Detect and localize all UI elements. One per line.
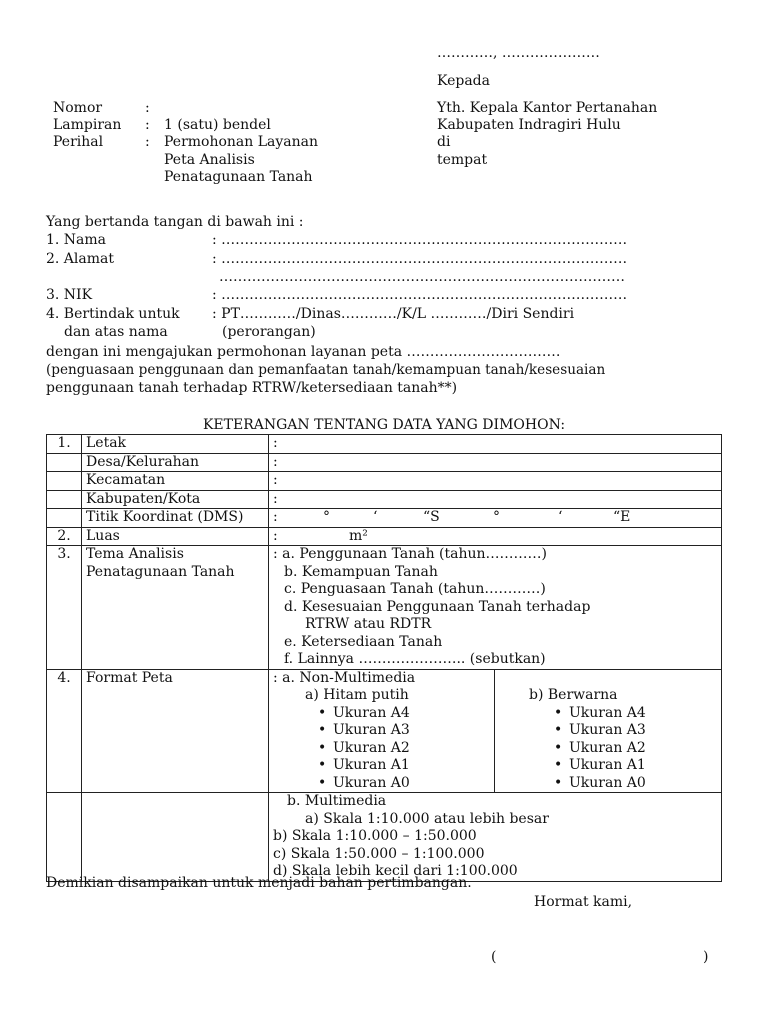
tema-label-1: Tema Analisis: [86, 546, 184, 562]
format-label: Format Peta: [82, 669, 269, 793]
table-row: [47, 435, 722, 454]
luas-unit: m²: [349, 527, 368, 544]
multimedia-option-d: d) Skala lebih kecil dari 1:100.000: [273, 863, 518, 879]
size-option: • Ukuran A3: [273, 722, 490, 740]
letak-value: :: [269, 435, 722, 454]
kecamatan-label: Kecamatan: [82, 472, 269, 491]
bertindak-value-1: : PT…………/Dinas…………/K/L …………/Diri Sendiri: [212, 306, 575, 322]
kecamatan-value: :: [269, 472, 722, 491]
alamat-value-1: : ……………………………………………………………………………: [212, 251, 628, 267]
table-row: [47, 669, 722, 793]
size-option: • Ukuran A2: [499, 740, 717, 758]
row-number: 3.: [47, 546, 82, 670]
signature-open-paren: (: [491, 949, 497, 965]
tema-option-d: d. Kesesuaian Penggunaan Tanah terhadap: [284, 598, 591, 615]
tema-option-d-cont: RTRW atau RDTR: [305, 616, 432, 632]
desa-value: :: [269, 453, 722, 472]
request-note-2: penggunaan tanah terhadap RTRW/ketersediaan tanah**): [46, 380, 458, 396]
size-option: • Ukuran A3: [499, 722, 717, 740]
addressee-line-3: di: [437, 134, 451, 150]
nama-label: 1. Nama: [46, 232, 107, 248]
luas-label: Luas: [82, 527, 269, 546]
size-option: • Ukuran A1: [499, 757, 717, 775]
multimedia-label: b. Multimedia: [287, 793, 387, 809]
row-number: 4.: [47, 669, 82, 793]
request-line: dengan ini mengajukan permohonan layanan peta ……………………………: [46, 344, 561, 360]
lampiran-label: Lampiran: [53, 117, 122, 133]
size-option: • Ukuran A0: [273, 775, 490, 793]
format-berwarna: [495, 669, 722, 793]
perihal-label: Perihal: [53, 134, 104, 150]
place-date: …………, …………………: [437, 45, 600, 61]
data-table: [46, 434, 722, 882]
table-row: [47, 490, 722, 509]
table-title: KETERANGAN TENTANG DATA YANG DIMOHON:: [202, 417, 566, 433]
multimedia-option-a: a) Skala 1:10.000 atau lebih besar: [305, 810, 549, 827]
size-option: • Ukuran A2: [273, 740, 490, 758]
multimedia-options: [269, 793, 722, 882]
table-row: [47, 509, 722, 528]
lampiran-colon: :: [145, 117, 150, 133]
nik-value: : ……………………………………………………………………………: [212, 287, 628, 303]
coord-sec-s: “S: [423, 509, 440, 525]
multimedia-option-c: c) Skala 1:50.000 – 1:100.000: [273, 845, 485, 862]
hormat-kami: Hormat kami,: [534, 894, 633, 910]
table-row: [47, 453, 722, 472]
berwarna-label: b) Berwarna: [529, 687, 618, 703]
tema-option-a: : a. Penggunaan Tanah (tahun…………): [273, 546, 547, 562]
size-option: • Ukuran A1: [273, 757, 490, 775]
coord-min-e: ‘: [558, 509, 563, 525]
tema-option-b: b. Kemampuan Tanah: [284, 563, 438, 580]
tema-label-2: Penatagunaan Tanah: [86, 563, 235, 580]
bertindak-value-2: (perorangan): [222, 324, 316, 340]
kabupaten-label: Kabupaten/Kota: [82, 490, 269, 509]
kepada-label: Kepada: [437, 73, 490, 89]
size-option: • Ukuran A0: [499, 775, 717, 793]
format-hitam-putih: [269, 669, 495, 793]
luas-value: [269, 527, 722, 546]
titik-value: [269, 509, 722, 528]
nik-label: 3. NIK: [46, 287, 93, 303]
nomor-colon: :: [145, 100, 150, 116]
bertindak-label-1: 4. Bertindak untuk: [46, 306, 180, 322]
nomor-label: Nomor: [53, 100, 103, 116]
addressee-line-4: tempat: [437, 152, 488, 168]
closing-text: Demikian disampaikan untuk menjadi bahan pertimbangan.: [46, 875, 472, 891]
luas-colon: :: [273, 527, 278, 544]
multimedia-option-b: b) Skala 1:10.000 – 1:50.000: [273, 828, 477, 844]
coord-sec-e: “E: [613, 509, 631, 525]
tema-option-c: c. Penguasaan Tanah (tahun…………): [284, 581, 546, 597]
letak-label: Letak: [82, 435, 269, 454]
tema-option-f: f. Lainnya ………………….. (sebutkan): [284, 651, 546, 667]
addressee-line-1: Yth. Kepala Kantor Pertanahan: [437, 100, 658, 116]
intro-text: Yang bertanda tangan di bawah ini :: [46, 214, 304, 230]
row-number: 2.: [47, 527, 82, 546]
hitam-putih-label: a) Hitam putih: [305, 687, 409, 703]
perihal-colon: :: [145, 134, 150, 150]
alamat-label: 2. Alamat: [46, 251, 114, 267]
perihal-line-1: Permohonan Layanan: [164, 134, 319, 150]
signature-close-paren: ): [703, 949, 709, 965]
desa-label: Desa/Kelurahan: [82, 453, 269, 472]
lampiran-value: 1 (satu) bendel: [164, 117, 271, 133]
coord-deg-s: °: [323, 509, 330, 525]
request-note-1: (penguasaan penggunaan dan pemanfaatan tanah/kemampuan tanah/kesesuaian: [46, 362, 606, 378]
coord-colon: :: [273, 509, 278, 525]
nama-value: : ……………………………………………………………………………: [212, 232, 628, 248]
bertindak-label-2: dan atas nama: [64, 324, 168, 340]
size-option: • Ukuran A4: [273, 705, 490, 723]
alamat-value-2: ……………………………………………………………………………: [219, 269, 625, 285]
coord-deg-e: °: [493, 509, 500, 525]
kabupaten-value: :: [269, 490, 722, 509]
tema-option-e: e. Ketersediaan Tanah: [284, 633, 443, 650]
perihal-line-3: Penatagunaan Tanah: [164, 169, 313, 185]
titik-label: Titik Koordinat (DMS): [82, 509, 269, 528]
table-row: [47, 527, 722, 546]
size-option: • Ukuran A4: [499, 705, 717, 723]
tema-label: [82, 546, 269, 670]
perihal-line-2: Peta Analisis: [164, 152, 255, 168]
addressee-line-2: Kabupaten Indragiri Hulu: [437, 117, 621, 133]
table-row: [47, 546, 722, 670]
non-multimedia-label: : a. Non-Multimedia: [273, 669, 416, 686]
coord-min-s: ‘: [373, 509, 378, 525]
table-row: [47, 793, 722, 882]
row-number: 1.: [47, 435, 82, 454]
tema-options: [269, 546, 722, 670]
table-row: [47, 472, 722, 491]
